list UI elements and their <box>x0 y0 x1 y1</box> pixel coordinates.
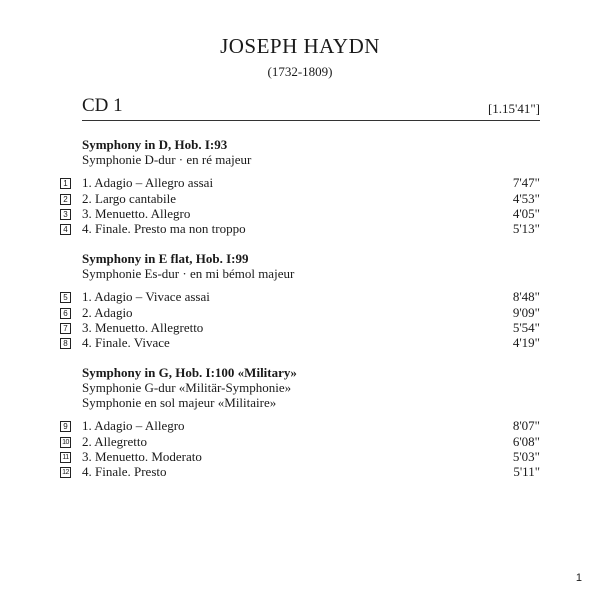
symphony-title: Symphony in G, Hob. I:100 «Military» <box>82 365 297 380</box>
track-title: 1. Adagio – Allegro <box>82 418 185 433</box>
track-title: 4. Finale. Vivace <box>82 335 170 350</box>
track-number-box: 4 <box>60 224 71 235</box>
track-number-box: 7 <box>60 323 71 334</box>
track-duration: 5'13" <box>512 221 540 236</box>
track-duration: 5'11" <box>513 464 540 479</box>
cd-total-duration: [1.15'41"] <box>487 101 540 116</box>
track-title: 3. Menuetto. Allegretto <box>82 320 204 335</box>
track-duration: 4'19" <box>512 335 540 350</box>
track-duration: 8'07" <box>512 418 540 433</box>
track-number-box: 6 <box>60 308 71 319</box>
track-number-box: 12 <box>60 467 71 478</box>
track-duration: 8'48" <box>512 289 540 304</box>
symphony-subtitle: Symphonie G-dur «Militär-Symphonie» <box>82 380 292 395</box>
track-duration: 4'53" <box>512 191 540 206</box>
track-number-box: 10 <box>60 437 71 448</box>
page-number: 1 <box>575 572 582 584</box>
cd-rule <box>82 120 540 121</box>
symphony-title: Symphony in D, Hob. I:93 <box>82 137 228 152</box>
symphony-subtitle: Symphonie Es-dur · en mi bémol majeur <box>82 266 295 281</box>
composer-dates: (1732-1809) <box>267 64 333 79</box>
symphony-title: Symphony in E flat, Hob. I:99 <box>82 251 249 266</box>
track-title: 3. Menuetto. Moderato <box>82 449 202 464</box>
track-duration: 9'09" <box>512 305 540 320</box>
track-number-box: 8 <box>60 338 71 349</box>
track-title: 2. Allegretto <box>82 434 147 449</box>
track-title: 4. Finale. Presto <box>82 464 167 479</box>
track-number-box: 2 <box>60 194 71 205</box>
track-number-box: 3 <box>60 209 71 220</box>
track-duration: 6'08" <box>512 434 540 449</box>
track-number-box: 9 <box>60 421 71 432</box>
symphony-subtitle: Symphonie D-dur · en ré majeur <box>82 152 252 167</box>
track-duration: 4'05" <box>512 206 540 221</box>
track-title: 1. Adagio – Allegro assai <box>82 175 214 190</box>
track-duration: 7'47" <box>512 175 540 190</box>
track-duration: 5'03" <box>512 449 540 464</box>
track-title: 3. Menuetto. Allegro <box>82 206 191 221</box>
track-title: 4. Finale. Presto ma non troppo <box>82 221 246 236</box>
track-title: 2. Largo cantabile <box>82 191 176 206</box>
symphony-subtitle: Symphonie en sol majeur «Militaire» <box>82 395 277 410</box>
composer-title: JOSEPH HAYDN <box>220 34 380 58</box>
track-number-box: 5 <box>60 292 71 303</box>
cd-label: CD 1 <box>82 95 123 116</box>
track-number-box: 11 <box>60 452 71 463</box>
track-title: 1. Adagio – Vivace assai <box>82 289 210 304</box>
track-title: 2. Adagio <box>82 305 133 320</box>
track-number-box: 1 <box>60 178 71 189</box>
track-duration: 5'54" <box>512 320 540 335</box>
